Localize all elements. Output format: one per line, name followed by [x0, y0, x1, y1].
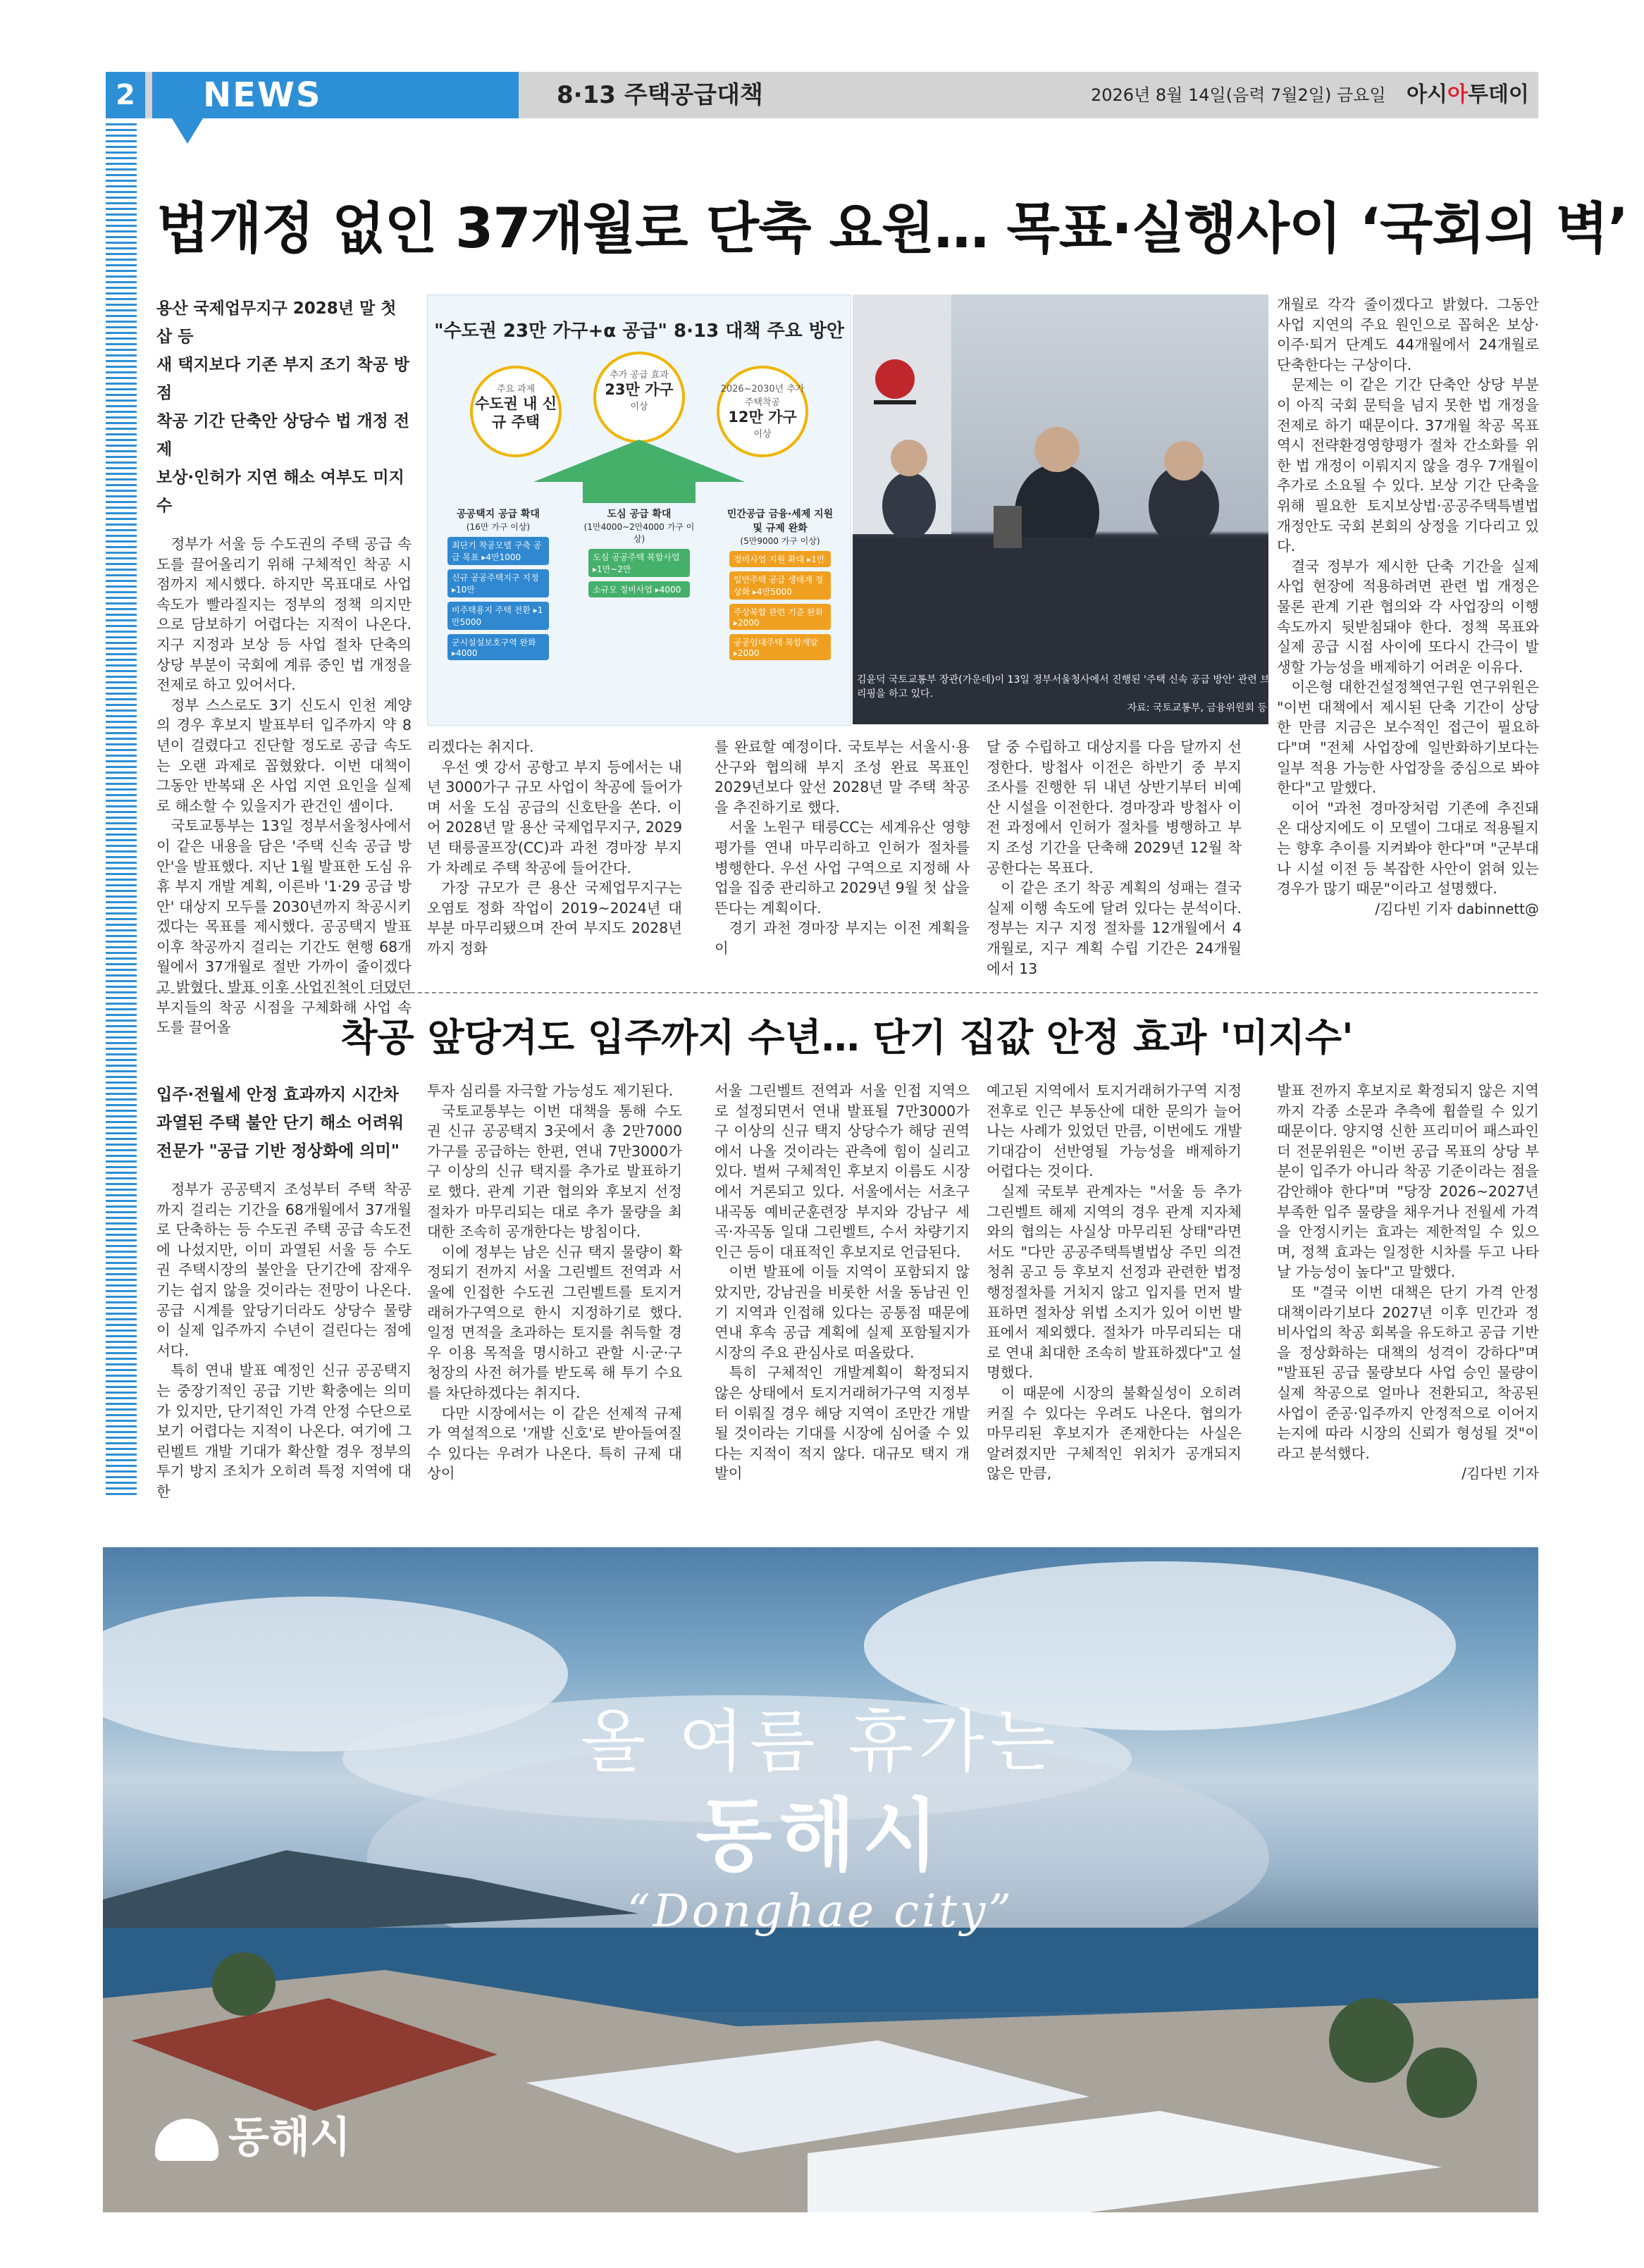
ad-subtitle: “Donghae city” [626, 1885, 1015, 1938]
infographic-column-private: 민간공급 금융·세제 지원 및 규제 완화 (5만9000 가구 이상) 정비사업 지원 확대 ▸1만 일반주택 공급 생태계 정상화 ▸4만5000 주상복합 관련 기준 완화 ▸2000 공공임대주택 복합개발 ▸2000 [724, 507, 836, 700]
infographic-circle-total: 추가 공급 효과 23만 가구 이상 [593, 352, 685, 443]
supply-plan-infographic [427, 295, 851, 726]
article1-byline: /김다빈 기자 dabinnett@ [1375, 900, 1539, 917]
article1-column-5: 개월로 각각 줄이겠다고 밝혔다. 그동안 사업 지연의 주요 원인으로 꼽혀온 보상·이주·퇴거 단계도 44개월에서 24개월로 단축한다는 구상이다. 문제는 이 같은 기간 단축안 상당 부분이 아직 국회 문턱을 넘지 못한 법 개정을 전제로 하기 때문이다. 37개월 착공 목표 역시 전략환경영향평가 절차 간소화를 위한 법 개정이 이뤄지지 않을 경우 7개월이 추가로 소요될 수 있다. 보상 기간 단축을 위해 필요한 토지보상법·공공주택특별법 개정안도 국회 본회의 상정을 기다리고 있다. 결국 정부가 제시한 단축 기간을 실제 사업 현장에 적용하려면 관련 법 개정은 물론 관계 기관 협의와 각 사업장의 이행 속도까지 뒷받침돼야 한다. 정책 목표와 실제 공급 시점 사이에 또다시 간극이 발생할 가능성을 배제하기 어려운 이유다. 이은형 대한건설정책연구원 연구위원은 "이번 대책에서 제시된 단축 기간이 상당한 만큼 지금은 보수적인 접근이 필요하다"며 "전체 사업장에 일반화하기보다는 일부 적용 가능한 사업장을 중심으로 봐야 한다"고 말했다. 이어 "과천 경마장처럼 기존에 추진돼 온 대상지에도 이 모델이 그대로 적용될지는 향후 추이를 지켜봐야 한다"며 "군부대나 시설 이전 등 복잡한 사안이 얽혀 있는 경우가 많기 때문"이라고 설명했다. /김다빈 기자 dabinnett@ [1277, 295, 1539, 919]
article2-column-1: 입주·전월세 안정 효과까지 시간차 과열된 주택 불안 단기 해소 어려워 전문가 "공급 기반 정상화에 의미" 정부가 공공택지 조성부터 주택 착공까지 걸리는 기간을 68개월에서 37개월로 단축하는 등 수도권 주택 공급 속도전에 나섰지만, 이미 과열된 서울 등 수도권 주택시장의 불안을 단기간에 잠재우기는 쉽지 않을 것이라는 전망이 나온다. 공급 시계를 앞당기더라도 상당수 물량이 실제 입주까지 수년이 걸린다는 점에서다. 특히 연내 발표 예정인 신규 공공택지는 중장기적인 공급 기반 확충에는 의미가 있지만, 단기적인 가격 안정 수단으로 보기 어렵다는 지적이 나온다. 여기에 그린벨트 개발 기대가 확산할 경우 정부의 투기 방지 조치가 오히려 특정 지역에 대한 [156, 1081, 412, 1502]
article2-subheads: 입주·전월세 안정 효과까지 시간차 과열된 주택 불안 단기 해소 어려워 전문가 "공급 기반 정상화에 의미" [156, 1086, 404, 1160]
section-label: NEWS [152, 72, 519, 118]
article2-byline: /김다빈 기자 [1461, 1465, 1539, 1482]
section-title: 8·13 주택공급대책 [557, 81, 763, 109]
briefing-photo [853, 295, 1268, 724]
article1-column-4: 달 중 수립하고 대상지를 다음 달까지 선정한다. 방첩사 이전은 하반기 중 부지 조사를 진행한 뒤 내년 상반기부터 비예산 시설을 이전한다. 경마장과 방첩사 이전 과정에서 인허가 절차를 병행하고 부지 조성 기간을 단축해 2029년 12월 착공한다는 목표다. 이 같은 조기 착공 계획의 성패는 결국 실제 이행 속도에 달려 있다는 분석이다. 정부는 지구 지정 절차를 12개월에서 4개월로, 지구 계획 수립 기간은 24개월에서 13 [987, 738, 1242, 977]
donghae-emblem-icon [155, 2119, 218, 2161]
infographic-circle-task: 주요 과제 수도권 내 신규 주택 [470, 366, 562, 457]
donghae-city-logo: 동해시 [155, 2104, 351, 2164]
section-label-pointer [172, 118, 203, 144]
article2-column-4: 예고된 지역에서 토지거래허가구역 지정 전후로 인근 부동산에 대한 문의가 늘어나는 사례가 있었던 만큼, 이번에도 개발 기대감이 선반영될 가능성을 배제하기 어렵다는 것이다. 실제 국토부 관계자는 "서울 등 추가 그린벨트 해제 지역의 경우 관계 지자체와의 협의는 사실상 마무리된 상태"라면서도 "다만 공공주택특별법상 주민 의견 청취 공고 등 후보지 선정과 관련한 법정 행정절차를 거치지 않고 입지를 먼저 발표하면 절차상 위법 소지가 있어 이번 발표에서 제외했다. 절차가 마무리되는 대로 연내 최대한 조속히 발표하겠다"고 설명했다. 이 때문에 시장의 불확실성이 오히려 커질 수 있다는 우려도 나온다. 협의가 마무리된 후보지가 존재한다는 사실은 알려졌지만 구체적인 위치가 공개되지 않은 만큼, [987, 1082, 1242, 1482]
issue-date: 2026년 8월 14일(음력 7월2일) 금요일 [1091, 85, 1386, 105]
article2-headline: 착공 앞당겨도 입주까지 수년… 단기 집값 안정 효과 '미지수' [340, 1015, 1354, 1060]
article1-column-3: 를 완료할 예정이다. 국토부는 서울시·용산구와 협의해 부지 조성 완료 목표인 2029년보다 앞선 2028년 말 주택 착공을 추진하기로 했다. 서울 노원구 태릉CC는 세계유산 영향평가를 연내 마무리하고 인허가 절차를 병행한다. 우선 사업 구역으로 지정해 사업을 집중 관리하고 2029년 9월 첫 삽을 뜬다는 계획이다. 경기 과천 경마장 부지는 이전 계획을 이 [715, 738, 970, 957]
article2-column-3: 서울 그린벨트 전역과 서울 인접 지역으로 설정되면서 연내 발표될 7만3000가구 이상의 신규 택지 상당수가 해당 권역에서 나올 것이라는 관측에 힘이 실리고 있다. 벌써 구체적인 후보지 이름도 시장에서 거론되고 있다. 서울에서는 서초구 내곡동 예비군훈련장 부지와 강남구 세곡·자곡동 일대 그린벨트, 수서 차량기지 인근 등이 대표적인 후보지로 언급된다. 이번 발표에 이들 지역이 포함되지 않았지만, 강남권을 비롯한 서울 동남권 인기 지역과 인접해 있다는 공통점 때문에 연내 후속 공급 계획에 실제 포함될지가 시장의 주요 관심사로 떠올랐다. 특히 구체적인 개발계획이 확정되지 않은 상태에서 토지거래허가구역 지정부터 이뤄질 경우 해당 지역이 조만간 개발될 것이라는 기대를 시장에 심어줄 수 있다는 지적이 적지 않다. 대규모 택지 개발이 [715, 1082, 970, 1482]
donghae-city-advertisement [103, 1547, 1538, 2212]
article1-subheads: 용산 국제업무지구 2028년 말 첫삽 등 새 택지보다 기존 부지 조기 착공 방점 착공 기간 단축안 상당수 법 개정 전제 보상·인허가 지연 해소 여부도 미지수 [156, 299, 410, 515]
ad-title: 올 여름 휴가는 [580, 1702, 1061, 1781]
ad-city-name: 동해시 [696, 1790, 946, 1882]
page-number: 2 [106, 72, 145, 118]
infographic-column-urban: 도심 공급 확대 (1만4000~2만4000 가구 이상) 도심 공공주택 복합사업 ▸1만~2만 소규모 정비사업 ▸4000 [583, 507, 696, 700]
article2-column-2: 투자 심리를 자극할 가능성도 제기된다. 국토교통부는 이번 대책을 통해 수도권 신규 공공택지 3곳에서 총 2만7000가구를 공급하는 한편, 연내 7만3000가구 이상의 신규 택지를 추가로 발표하기로 했다. 관계 기관 협의와 후보지 선정 절차가 마무리되는 대로 추가 물량을 최대한 조속히 공개한다는 방침이다. 이에 정부는 남은 신규 택지 물량이 확정되기 전까지 서울 그린벨트 전역과 서울에 인접한 수도권 그린벨트를 토지거래허가구역으로 한시 지정하기로 했다. 일정 면적을 초과하는 토지를 취득할 경우 이용 목적을 명시하고 관할 시·군·구청장의 사전 허가를 받도록 해 투기 수요를 차단하겠다는 취지다. 다만 시장에서는 이 같은 선제적 규제가 역설적으로 '개발 신호'로 받아들여질 수 있다는 우려가 나온다. 특히 규제 대상이 [427, 1082, 682, 1482]
article1-headline: 법개정 없인 37개월로 단축 요원… 목표·실행사이 ‘국회의 벽’ [156, 197, 1628, 261]
infographic-column-public: 공공택지 공급 확대 (16만 가구 이상) 최단기 착공모델 구축 공급 목표 ▸4만1000 신규 공공주택지구 지정 ▸10만 비주택용지 주택 전환 ▸1만5000 군시설설보호구역 완화 ▸4000 [442, 507, 555, 700]
article2-column-5: 발표 전까지 후보지로 확정되지 않은 지역까지 각종 소문과 추측에 휩쓸릴 수 있기 때문이다. 양지영 신한 프리미어 패스파인더 전문위원은 "이번 공급 목표의 상당 부분이 입주가 아니라 착공 기준이라는 점을 감안해야 한다"며 "당장 2026~2027년 부족한 입주 물량을 채우거나 전월세 가격을 안정시키는 효과는 제한적일 수 있으며, 정책 효과는 일정한 시차를 두고 나타날 가능성이 높다"고 말했다. 또 "결국 이번 대책은 단기 가격 안정 대책이라기보다 2027년 이후 민간과 정비사업의 착공 회복을 유도하고 공급 기반을 정상화하는 대책의 성격이 강하다"며 "발표된 공급 물량보다 사업 승인 물량이 실제 착공으로 얼마나 전환되고, 착공된 사업이 준공·입주까지 안정적으로 이어지는지에 따라 시장의 신뢰가 형성될 것"이라고 분석했다. /김다빈 기자 [1277, 1081, 1539, 1484]
briefing-photo-illustration [853, 295, 1268, 724]
article-divider [156, 992, 1538, 993]
infographic-title: "수도권 23만 가구+α 공급" 8·13 대책 주요 방안 [433, 321, 845, 342]
article1-column-1: 용산 국제업무지구 2028년 말 첫삽 등 새 택지보다 기존 부지 조기 착공 방점 착공 기간 단축안 상당수 법 개정 전제 보상·인허가 지연 해소 여부도 미지수 정부가 서울 등 수도권의 주택 공급 속도를 끌어올리기 위해 구체적인 착공 시점까지 제시했다. 하지만 목표대로 사업 속도가 빨라질지는 정부의 정책 의지만으로 담보하기 어렵다는 지적이 나온다. 지구 지정과 보상 등 사업 절차 단축의 상당 부분이 국회에 계류 중인 법 개정을 전제로 하고 있어서다. 정부 스스로도 3기 신도시 인천 계양의 경우 후보지 발표부터 입주까지 약 8년이 걸렸다고 진단할 정도로 공급 속도는 오랜 과제로 꼽혔왔다. 이번 대책이 그동안 반복돼 온 사업 지연 요인을 실제로 해소할 수 있을지가 관건인 셈이다. 국토교통부는 13일 정부서울청사에서 이 같은 내용을 담은 '주택 신속 공급 방안'을 발표했다. 지난 1월 발표한 도심 유휴 부지 개발 계획, 이른바 '1·29 공급 방안' 대상지 모두를 2030년까지 착공시키겠다는 목표를 제시했다. 공공택지 발표 이후 착공까지 걸리는 기간도 현행 68개월에서 37개월로 절반 가까이 줄이겠다고 밝혔다. 발표 이후 사업진척이 더뎠던 부지들의 착공 시점을 구체화해 사업 속도를 끌어올 [156, 295, 412, 1038]
brand-logo: 아시아투데이 [1407, 82, 1529, 107]
article1-column-2: 리겠다는 취지다. 우선 옛 강서 공항고 부지 등에서는 내년 3000가구 규모 사업이 착공에 들어가며 서울 도심 공급의 신호탄을 쏜다. 이어 2028년 말 용산 국제업무지구, 2029년 태릉골프장(CC)과 과천 경마장 부지가 차례로 주택 착공에 들어간다. 가장 규모가 큰 용산 국제업무지구는 오염토 정화 작업이 2019~2024년 대부분 마무리됐으며 잔여 부지도 2028년까지 정화 [427, 738, 682, 957]
infographic-up-arrow [533, 440, 745, 503]
side-stripe-decoration [106, 123, 137, 1497]
photo-caption: 김윤덕 국토교통부 장관(가운데)이 13일 정부서울청사에서 진행된 '주택 신속 공급 방안' 관련 브리핑을 하고 있다. 자료: 국토교통부, 금융위원회 등 [857, 674, 1270, 714]
infographic-circle-starts: 2026~2030년 추가 주택착공 12만 가구 이상 [717, 366, 808, 457]
